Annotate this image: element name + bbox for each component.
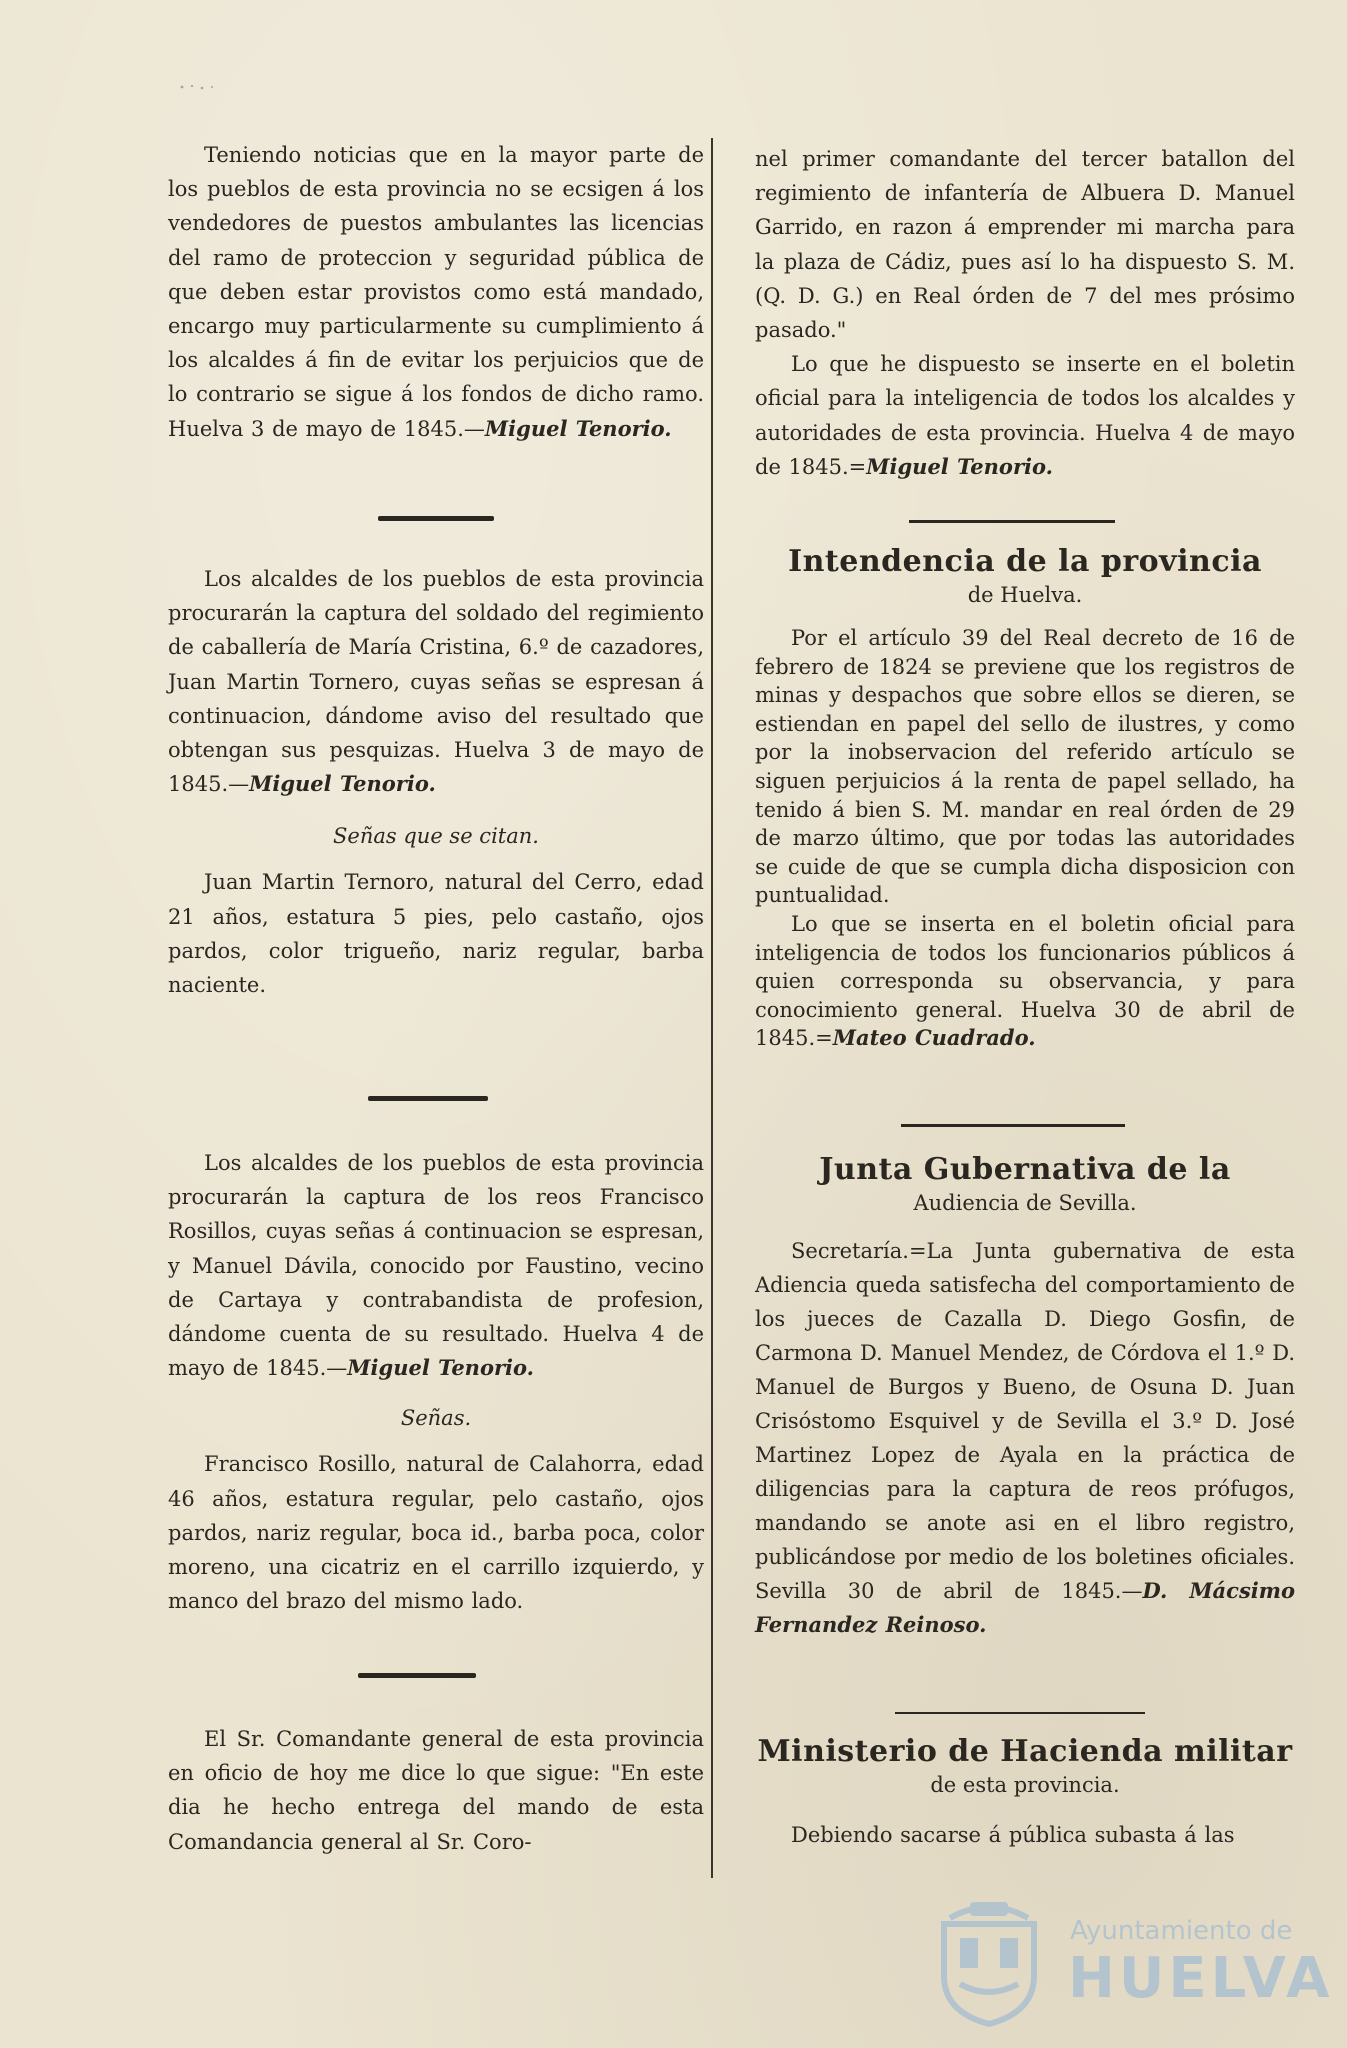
- ink-speck: [176, 82, 226, 92]
- notice-text: Los alcaldes de los pueblos de esta provincia procurarán la captura del soldado del regimiento de caballería de María Cristina, 6.º de cazadores, Juan Martin Tornero, cuyas señas se espresan á continuacion, dándome aviso del resultado que obtengan sus pesquizas. Huelva 3 de mayo de 1845.—: [168, 567, 704, 797]
- notice-body: Por el artículo 39 del Real decreto de 16 de febrero de 1824 se previene que los registros de minas y despachos que sobre ellos se dieren, se estiendan en papel del sello de ilustres, y como por la inobservacion del referido artículo se siguen perjuicios á la renta de papel sellado, ha tenido á bien S. M. mandar en real órden de 29 de marzo último, que por todas las autoridades se cuide de que se cumpla dicha disposicion con puntualidad.: [755, 626, 1295, 908]
- notice-text: Los alcaldes de los pueblos de esta provincia procurarán la captura de los reos Francisco Rosillos, cuyas señas á continuacion se espresan, y Manuel Dávila, conocido por Faustino, vecino de Cartaya y contrabandista de profesion, dándome cuenta de su resultado. Huelva 4 de mayo de 1845.—: [168, 1151, 704, 1381]
- notice-signature: Mateo Cuadrado.: [832, 1025, 1036, 1051]
- coat-of-arms-icon: [930, 1888, 1048, 2028]
- separator-rule: [378, 516, 494, 521]
- notice-signature: D. Mácsimo Fernandez Reinoso.: [755, 1578, 1295, 1637]
- notice-reos-capture: [168, 1146, 704, 1618]
- notice-signature: Miguel Tenorio.: [347, 1355, 534, 1381]
- notice-body: [168, 562, 704, 801]
- notice-body: nel primer comandante del tercer batallon del regimiento de infantería de Albuera D. Manuel Garrido, en razon á emprender mi marcha para la plaza de Cádiz, pues así lo ha dispuesto S. M. (Q. D. G.) en Real órden de 7 del mes prósimo pasado.": [755, 147, 1295, 343]
- description-text: Juan Martin Ternoro, natural del Cerro, edad 21 años, estatura 5 pies, pelo castaño, ojos pardos, color trigueño, nariz regular, barba naciente.: [168, 870, 704, 998]
- notice-body: Debiendo sacarse á pública subasta á las: [791, 1823, 1235, 1847]
- notice-body: [168, 1146, 704, 1385]
- notice-body: [755, 347, 1295, 484]
- section-ministerio: [755, 1734, 1295, 1852]
- section-subheading: Señas que se citan.: [333, 824, 539, 849]
- notice-text: Teniendo noticias que en la mayor parte de los pueblos de esta provincia no se ecsigen á los vendedores de puestos ambulantes las licencias del ramo de proteccion y seguridad pública de que deben estar provistos como está mandado, encargo muy particularmente su cumplimiento á los alcaldes á fin de evitar los perjuicios que de lo contrario se sigue á los fondos de dicho ramo. Huelva 3 de mayo de 1845.—: [168, 143, 704, 441]
- notice-soldier-capture: [168, 562, 704, 1002]
- section-subtitle: de esta provincia.: [930, 1773, 1120, 1797]
- notice-text: Secretaría.=La Junta gubernativa de esta Adiencia queda satisfecha del comportamiento de los jueces de Cazalla D. Diego Gosfin, de Carmona D. Manuel Mendez, de Córdova el 1.º D. Manuel de Burgos y Bueno, de Osuna D. Juan Crisóstomo Esquivel y de Sevilla el 3.º D. José Martinez Lopez de Ayala en la práctica de diligencias para la captura de reos prófugos, mandando se anote asi en el libro registro, publicándose por medio de los boletines oficiales. Sevilla 30 de abril de 1845.—: [755, 1239, 1295, 1603]
- watermark-line-1: Ayuntamiento de: [1070, 1916, 1293, 1946]
- notice-signature: Miguel Tenorio.: [866, 453, 1053, 479]
- notice-text: Lo que se inserta en el boletin oficial para inteligencia de todos los funcionarios públicos á quien corresponda su observancia, y para conocimiento general. Huelva 30 de abril de 1845.=: [755, 911, 1295, 1051]
- notice-body: [755, 1234, 1295, 1642]
- section-subtitle: de Huelva.: [967, 583, 1083, 607]
- ayuntamiento-watermark: [930, 1888, 1334, 2028]
- notice-body: El Sr. Comandante general de esta provincia en oficio de hoy me dice lo que sigue: "En este dia he hecho entrega del mando de esta Comandancia general al Sr. Coro-: [168, 1727, 704, 1854]
- section-junta: [755, 1152, 1295, 1642]
- separator-rule: [901, 1124, 1125, 1127]
- section-title: Intendencia de la provincia: [788, 544, 1262, 579]
- separator-rule: [909, 520, 1115, 523]
- notice-text: Lo que he dispuesto se inserte en el boletin oficial para la inteligencia de todos los alcaldes y autoridades de esta provincia. Huelva 4 de mayo de 1845.=: [755, 352, 1295, 479]
- notice-signature: Miguel Tenorio.: [249, 771, 436, 797]
- separator-rule: [358, 1673, 476, 1678]
- description-text: Francisco Rosillo, natural de Calahorra, edad 46 años, estatura regular, pelo castaño, ojos pardos, nariz regular, boca id., barba poca, color moreno, una cicatriz en el carrillo izquierdo, y manco del brazo del mismo lado.: [168, 1452, 704, 1614]
- section-subheading: Señas.: [400, 1406, 472, 1431]
- section-subtitle: Audiencia de Sevilla.: [913, 1191, 1137, 1215]
- notice-body: [755, 910, 1295, 1053]
- separator-rule: [895, 1712, 1145, 1714]
- separator-rule: [368, 1096, 488, 1101]
- notice-comandante-continued: [755, 142, 1295, 484]
- notice-body: [168, 138, 704, 446]
- notice-street-vendors: [168, 138, 704, 446]
- column-divider: [711, 138, 713, 1878]
- watermark-line-2: HUELVA: [1068, 1946, 1334, 2011]
- notice-comandante: [168, 1722, 704, 1859]
- section-intendencia: [755, 544, 1295, 1053]
- section-title: Ministerio de Hacienda militar: [757, 1734, 1293, 1769]
- section-title: Junta Gubernativa de la: [819, 1152, 1231, 1187]
- notice-signature: Miguel Tenorio.: [484, 415, 672, 441]
